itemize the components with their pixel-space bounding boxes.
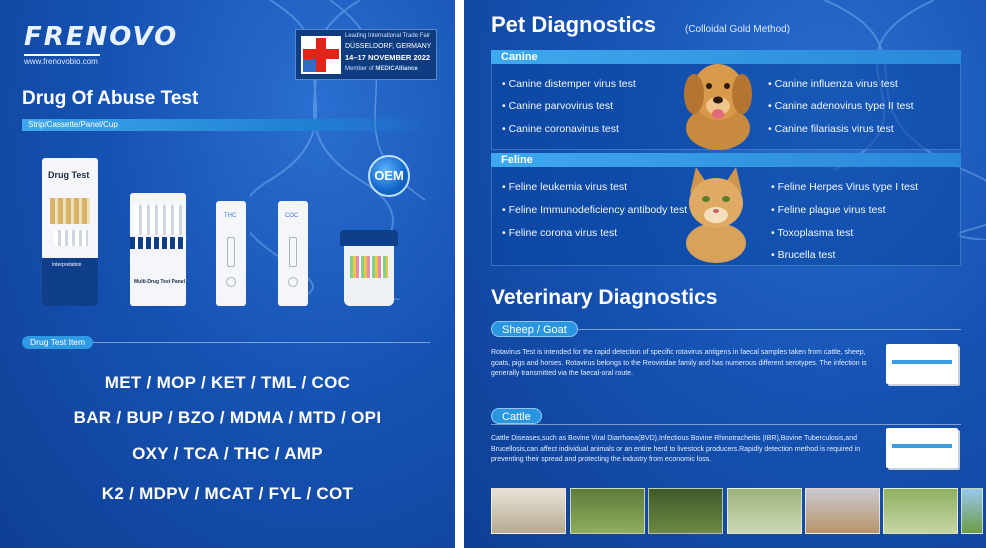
drug-row-2: BAR / BUP / BZO / MDMA / MTD / OPI	[73, 408, 382, 427]
feline-header: Feline	[491, 153, 961, 167]
feline-test-1: • Feline leukemia virus test	[502, 181, 628, 193]
card-pad-grid	[50, 198, 90, 224]
coc-cassette	[278, 201, 308, 306]
feline-test-7: • Brucella test	[771, 249, 836, 261]
coc-window	[289, 237, 297, 267]
medica-line-2: DÜSSELDORF, GERMANY	[345, 43, 432, 50]
medica-line-1: Leading International Trade Fair	[345, 33, 431, 39]
panel-label: Multi-Drug Test Panel	[134, 279, 186, 285]
card-strips	[54, 230, 88, 246]
test-cup	[340, 230, 398, 308]
website-link[interactable]: www.frenovobio.com	[24, 57, 98, 66]
feline-test-3: • Feline corona virus test	[502, 227, 618, 239]
cattle-tag: Cattle	[491, 408, 542, 424]
canine-test-4: • Canine influenza virus test	[768, 78, 898, 90]
subtitle-strip: Strip/Cassette/Panel/Cup	[22, 119, 430, 131]
canine-header: Canine	[491, 50, 961, 64]
photo-geese	[648, 488, 723, 534]
feline-test-5: • Feline plague virus test	[771, 204, 886, 216]
medica-cross-logo	[301, 36, 341, 74]
page-title: Drug Of Abuse Test	[22, 88, 199, 109]
medica-line-4	[345, 66, 418, 72]
feline-test-4: • Feline Herpes Virus type I test	[771, 181, 919, 193]
drug-items-label: Drug Test Item	[22, 336, 93, 349]
coc-well	[288, 277, 298, 287]
photo-sheep	[883, 488, 958, 534]
pet-diagnostics-title: Pet Diagnostics	[491, 12, 657, 37]
diagnostics-panel	[464, 0, 986, 548]
photo-cows	[961, 488, 983, 534]
dog-image	[676, 54, 760, 150]
thc-window	[227, 237, 235, 267]
canine-test-3: • Canine coronavirus test	[502, 123, 619, 135]
coc-label: COC	[285, 213, 299, 219]
cat-image	[674, 163, 758, 263]
thc-cassette	[216, 201, 246, 306]
canine-test-5: • Canine adenovirus type II test	[768, 100, 914, 112]
kit-stripe	[892, 444, 952, 448]
rotavirus-kit-image	[886, 344, 958, 384]
medica-badge	[295, 29, 437, 80]
card-interpretation: Interpretation	[52, 262, 82, 268]
drug-row-1: MET / MOP / KET / TML / COC	[104, 373, 351, 392]
drug-test-card	[42, 158, 98, 306]
thc-label: THC	[224, 213, 237, 219]
multi-drug-panel	[130, 193, 186, 306]
logo-underline	[24, 54, 100, 56]
drug-abuse-panel	[0, 0, 455, 548]
feline-test-2: • Feline Immunodeficiency antibody test	[502, 204, 688, 216]
card-title: Drug Test	[48, 170, 90, 180]
photo-camels	[805, 488, 880, 534]
method-label: (Colloidal Gold Method)	[685, 24, 791, 35]
veterinary-title: Veterinary Diagnostics	[491, 286, 718, 309]
kit-stripe	[892, 360, 952, 364]
cup-lid	[340, 230, 398, 246]
medica-line-3: 14–17 NOVEMBER 2022	[345, 53, 431, 62]
medica-alliance: MEDICAlliance	[375, 66, 418, 72]
cattle-divider	[491, 424, 961, 425]
canine-test-1: • Canine distemper virus test	[502, 78, 636, 90]
cup-strips	[350, 256, 388, 278]
panel-strips	[134, 205, 182, 235]
cattle-description: Cattle Diseases,such as Bovine Viral Diarrhoea(BVD),Infectious Bovine Rhinotracheitis (IBR),Bovine Tuberculosis,and Brucellosis,can affect individual animals or an entire herd to livestock producers.Rapidly detection method is required in preventing their spread and protecting the industry from economic loss.	[491, 435, 861, 463]
frenovo-logo: FRENOVO	[24, 22, 179, 52]
photo-geese-field	[727, 488, 802, 534]
feline-test-6: • Toxoplasma test	[771, 227, 854, 239]
photo-ducks	[570, 488, 645, 534]
drug-row-3: OXY / TCA / THC / AMP	[132, 444, 323, 463]
canine-test-2: • Canine parvovirus test	[502, 100, 614, 112]
drug-row-4: K2 / MDPV / MCAT / FYL / COT	[101, 484, 354, 503]
sheep-goat-tag: Sheep / Goat	[491, 321, 578, 337]
oem-badge: OEM	[368, 155, 410, 197]
thc-well	[226, 277, 236, 287]
canine-test-6: • Canine filariasis virus test	[768, 123, 894, 135]
medica-member: Member of	[345, 66, 374, 72]
panel-band	[130, 237, 186, 249]
photo-chickens	[491, 488, 566, 534]
sheep-description: Rotavirus Test is intended for the rapid detection of specific rotavirus antigens in faecal samples taken from cattle, sheep, goats, pigs and horses. Rotavirus belongs to the Reoviridae family and has numerous different serotypes. The infection is generally transmitted via the faecal-oral route.	[491, 349, 867, 377]
cattle-kit-image	[886, 428, 958, 468]
